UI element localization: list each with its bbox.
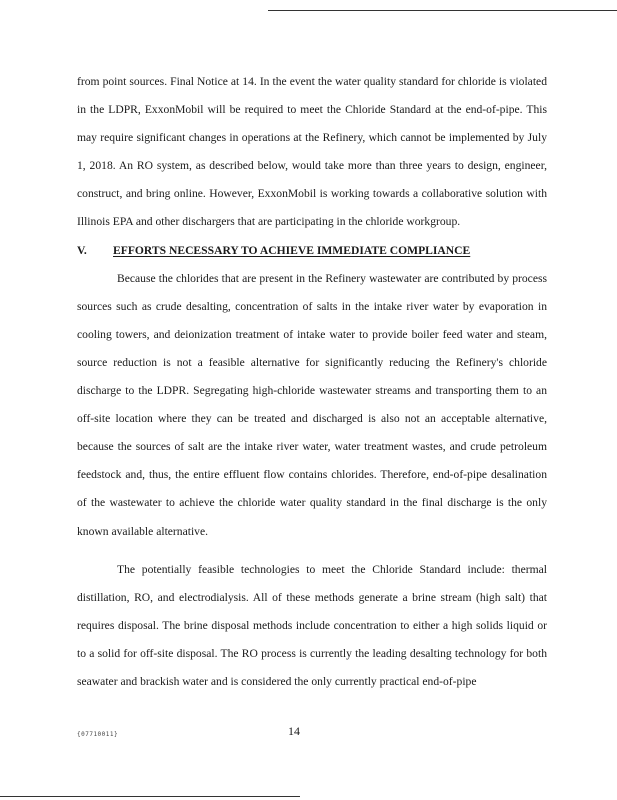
body-paragraph-3: The potentially feasible technologies to meet the Chloride Standard include: thermal distillation, RO, and electrodialysis. All of these methods generate a brine stream (high salt) that requires disposal. The brine disposal methods include concentration to either a high solids liquid or to a solid for off-site disposal. The RO process is currently the leading desalting technology for both seawater and brackish water and is considered the only currently practical end-of-pipe [77, 562, 547, 688]
body-paragraph-1: from point sources. Final Notice at 14. In the event the water quality standard for chloride is violated in the LDPR, ExxonMobil will be required to meet the Chloride Standard at the end-of-pipe. This may require significant changes in operations at the Refinery, which cannot be implemented by July 1, 2018. An RO system, as described below, would take more than three years to design, engineer, construct, and bring online. However, ExxonMobil is working towards a collaborative solution with Illinois EPA and other dischargers that are participating in the chloride workgroup. [77, 75, 547, 229]
footer-document-id: {07710011} [77, 731, 119, 738]
scan-edge-line-bottom [0, 796, 300, 797]
scan-edge-line-top [268, 10, 617, 11]
body-paragraph-2: Because the chlorides that are present in the Refinery wastewater are contributed by process sources such as crude desalting, concentration of salts in the intake river water by evaporation in cooling towers, and deionization treatment of intake water to provide boiler feed water and steam, source reduction is not a feasible alternative for significantly reducing the Refinery's chloride discharge to the LDPR. Segregating high-chloride wastewater streams and transporting them to an off-site location where they can be treated and discharged is also not an acceptable alternative, because the sources of salt are the intake river water, water treatment wastes, and crude petroleum feedstock and, thus, the entire effluent flow contains chlorides. Therefore, end-of-pipe desalination of the wastewater to achieve the chloride water quality standard in the final discharge is the only known available alternative. [77, 271, 547, 538]
section-title: EFFORTS NECESSARY TO ACHIEVE IMMEDIATE COMPLIANCE [113, 243, 471, 257]
section-number: V. [77, 243, 87, 257]
section-heading [77, 237, 547, 265]
document-page [77, 68, 547, 696]
page-number: 14 [288, 724, 300, 738]
